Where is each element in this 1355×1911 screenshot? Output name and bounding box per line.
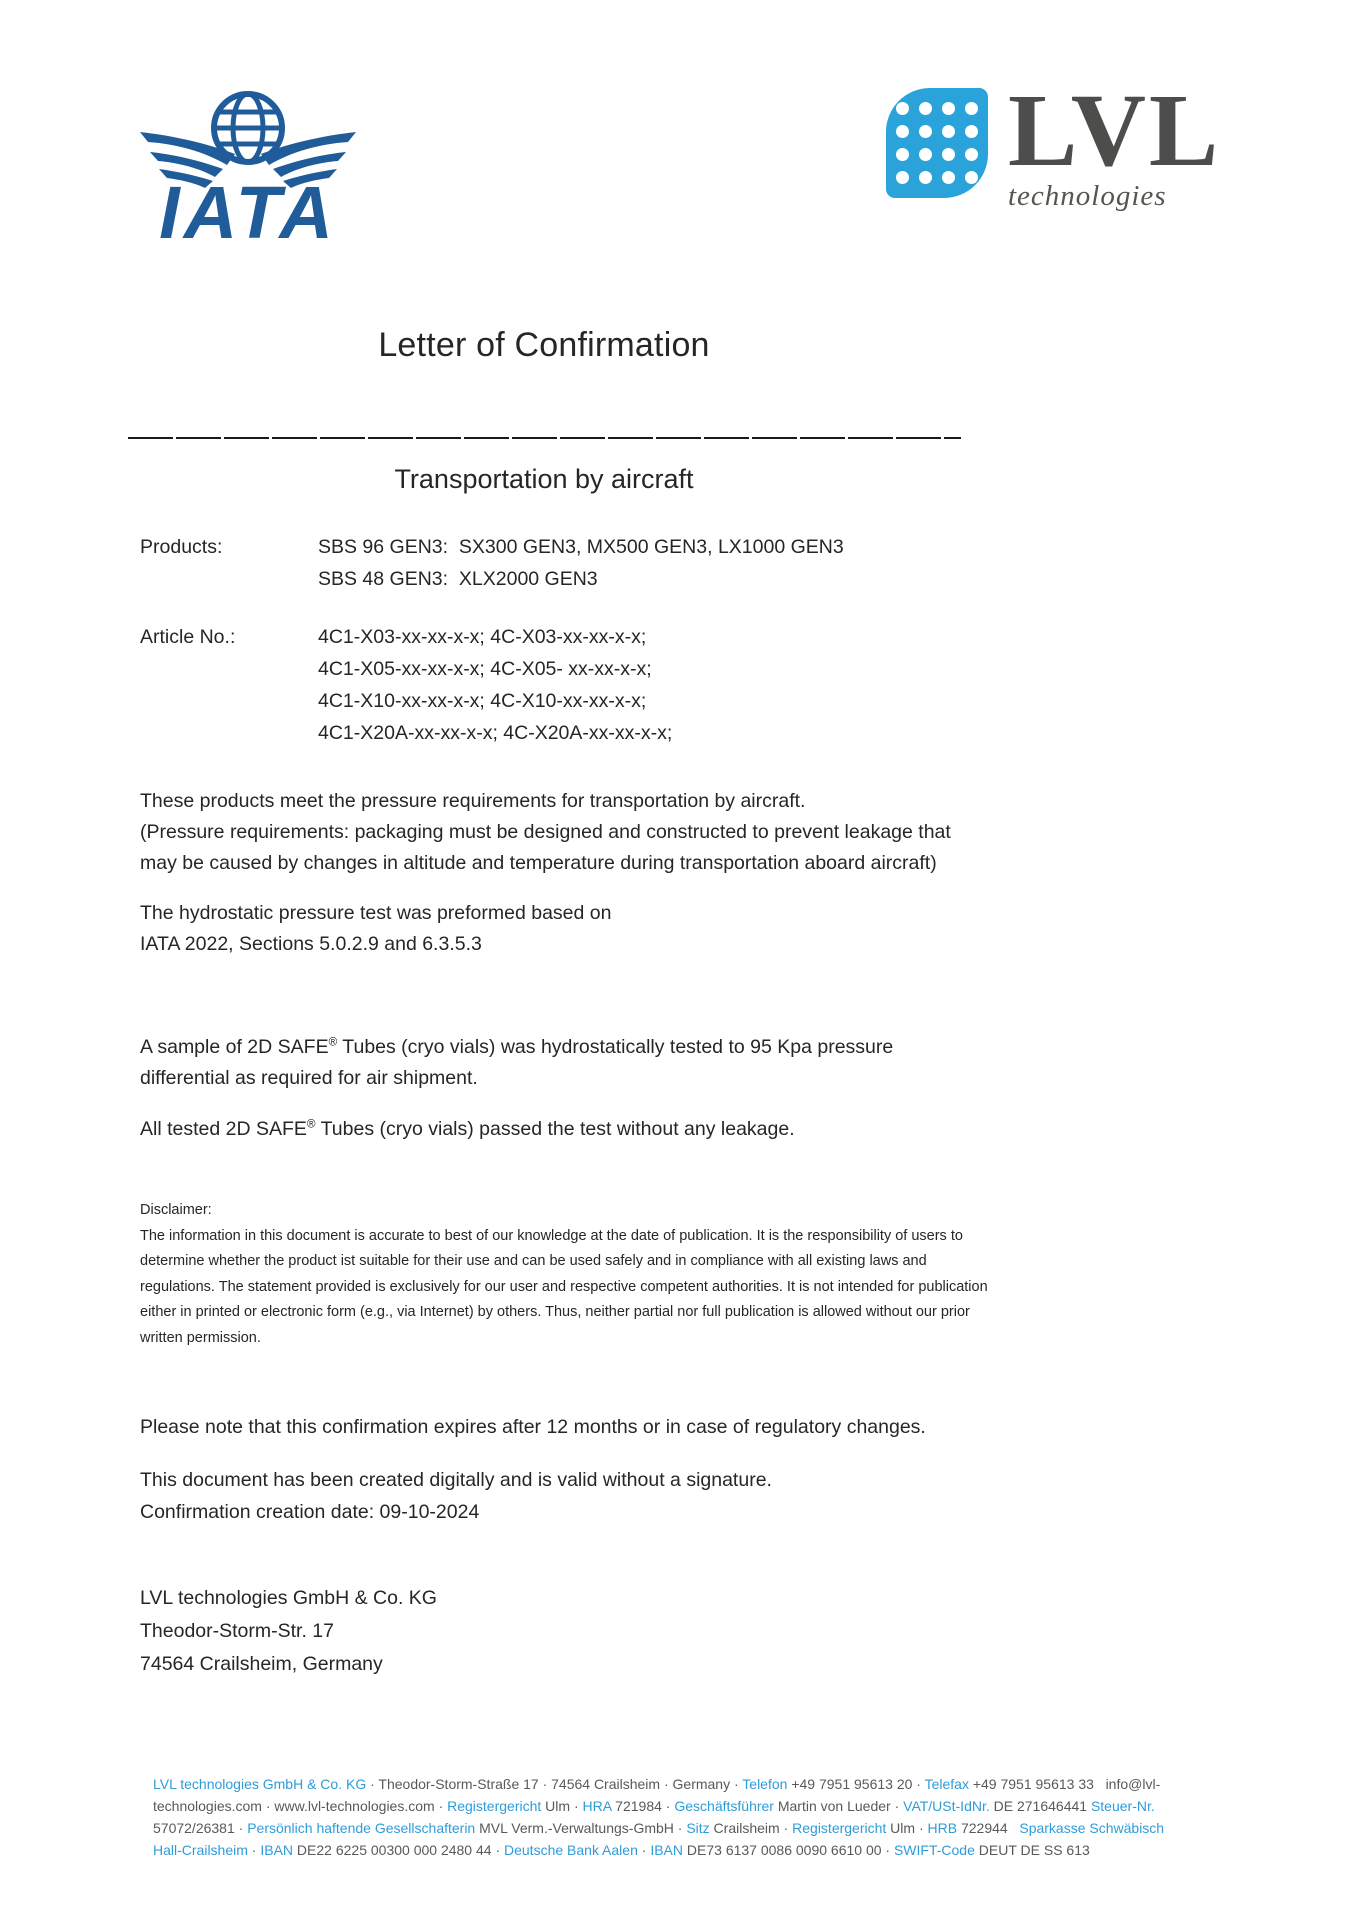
footer-segment: · Theodor-Storm-Straße 17 · 74564 Crailsheim · Germany ·	[366, 1776, 743, 1792]
lvl-wordmark: LVL	[1008, 73, 1222, 188]
iata-logo	[122, 80, 374, 242]
footer-segment: Geschäftsführer	[674, 1798, 774, 1814]
disclaimer-text: The information in this document is accurate to best of our knowledge at the date of publication. It is the responsibility of users to determine whether the product ist suitable for their use and can be used safely and in compliance with all existing laws and regulations. The statement provided is exclusively for our user and respective competent authorities. It is not intended for publication either in printed or electronic form (e.g., via Internet) by others. Thus, neither partial nor full publication is allowed without our prior written permission.	[140, 1227, 988, 1346]
footer-segment: Hall-Crailsheim	[153, 1842, 248, 1858]
footer-segment: Sparkasse Schwäbisch	[1019, 1820, 1165, 1836]
article-label: Article No.:	[140, 626, 236, 648]
lvl-subtitle: technologies	[1008, 180, 1167, 213]
page-title: Letter of Confirmation	[378, 326, 710, 364]
divider-line	[128, 437, 961, 439]
digital-validity-line: This document has been created digitally and is valid without a signature.	[140, 1469, 772, 1491]
address-line: Theodor-Storm-Str. 17	[140, 1620, 334, 1642]
passed-text: All tested 2D SAFE	[140, 1118, 307, 1140]
footer-segment: ·	[637, 1842, 651, 1858]
article-line: 4C1-X05-xx-xx-x-x; 4C-X05- xx-xx-x-x;	[318, 658, 652, 680]
footer-segment: Martin von Lueder ·	[773, 1798, 904, 1814]
pressure-requirements: (Pressure requirements: packaging must be designed and constructed to prevent leakage that may be caused by changes in altitude and temperature during transportation aboard aircraft)	[140, 821, 951, 874]
footer-segment: VAT/USt-IdNr.	[903, 1798, 990, 1814]
footer	[153, 1773, 1164, 1861]
footer-segment: Crailsheim ·	[709, 1820, 793, 1836]
article-line: 4C1-X10-xx-xx-x-x; 4C-X10-xx-xx-x-x;	[318, 690, 647, 712]
footer-segment: Deutsche Bank Aalen	[504, 1842, 638, 1858]
article-line: 4C1-X20A-xx-xx-x-x; 4C-X20A-xx-xx-x-x;	[318, 722, 673, 744]
footer-line	[153, 1773, 1164, 1795]
footer-segment: IBAN	[260, 1842, 294, 1858]
address-line: LVL technologies GmbH & Co. KG	[140, 1587, 437, 1609]
lvl-dots-icon	[896, 102, 978, 184]
validity-note	[140, 1464, 980, 1528]
test-basis-paragraph	[140, 898, 980, 960]
registered-mark: ®	[306, 1117, 316, 1131]
footer-segment: technologies.com · www.lvl-technologies.com ·	[153, 1798, 448, 1814]
footer-segment: +49 7951 95613 20 ·	[787, 1776, 925, 1792]
footer-segment: +49 7951 95613 33 info@lvl-	[968, 1776, 1161, 1792]
footer-segment: HRA	[582, 1798, 612, 1814]
lvl-logo-text	[1008, 73, 1222, 213]
footer-segment: 722944	[957, 1820, 1020, 1836]
products-block	[140, 531, 985, 595]
footer-line	[153, 1795, 1164, 1817]
passed-paragraph	[140, 1114, 980, 1145]
expiry-note: Please note that this confirmation expires after 12 months or in case of regulatory changes.	[140, 1416, 926, 1438]
sample-text: A sample of 2D SAFE	[140, 1036, 329, 1058]
iata-wordmark: IATA	[159, 171, 337, 242]
lvl-logo-mark-icon	[886, 88, 988, 198]
test-basis-line: IATA 2022, Sections 5.0.2.9 and 6.3.5.3	[140, 933, 482, 955]
article-line: 4C1-X03-xx-xx-x-x; 4C-X03-xx-xx-x-x;	[318, 626, 647, 648]
footer-segment: Registergericht	[447, 1798, 542, 1814]
footer-segment: DEUT DE SS 613	[974, 1842, 1090, 1858]
section-heading: Transportation by aircraft	[394, 464, 694, 494]
products-line: SBS 48 GEN3: XLX2000 GEN3	[318, 568, 598, 590]
footer-segment: Ulm ·	[541, 1798, 583, 1814]
products-label: Products:	[140, 536, 223, 558]
footer-line	[153, 1839, 1164, 1861]
products-line: SBS 96 GEN3: SX300 GEN3, MX500 GEN3, LX1000 GEN3	[318, 536, 844, 558]
pressure-paragraph	[140, 786, 980, 879]
address-line: 74564 Crailsheim, Germany	[140, 1653, 383, 1675]
pressure-statement: These products meet the pressure requirements for transportation by aircraft.	[140, 790, 806, 812]
footer-segment: Telefon	[742, 1776, 788, 1792]
footer-segment: Sitz	[686, 1820, 710, 1836]
footer-segment: ·	[247, 1842, 261, 1858]
footer-segment: Steuer-Nr.	[1090, 1798, 1155, 1814]
creation-date-line: Confirmation creation date: 09-10-2024	[140, 1501, 480, 1523]
test-basis-line: The hydrostatic pressure test was preformed based on	[140, 902, 612, 924]
footer-segment: DE 271646441	[989, 1798, 1091, 1814]
disclaimer-block	[140, 1198, 992, 1351]
article-block	[140, 621, 985, 749]
article-values	[318, 621, 985, 749]
passed-text: Tubes (cryo vials) passed the test without any leakage.	[315, 1118, 795, 1140]
sample-paragraph	[140, 1032, 980, 1094]
footer-segment: Persönlich haftende Gesellschafterin	[247, 1820, 476, 1836]
footer-segment: SWIFT-Code	[893, 1842, 975, 1858]
footer-segment: Telefax	[924, 1776, 969, 1792]
disclaimer-label: Disclaimer:	[140, 1202, 212, 1218]
registered-mark: ®	[328, 1035, 338, 1049]
footer-segment: Registergericht	[792, 1820, 887, 1836]
company-address	[140, 1582, 437, 1681]
footer-segment: 57072/26381 ·	[153, 1820, 248, 1836]
footer-segment: HRB	[927, 1820, 958, 1836]
footer-segment: DE73 6137 0086 0090 6610 00 ·	[683, 1842, 894, 1858]
footer-segment: DE22 6225 00300 000 2480 44 ·	[293, 1842, 504, 1858]
sample-text: Tubes (cryo vials) was hydrostatically tested to 95 Kpa pressure differential as required for air shipment.	[140, 1036, 894, 1089]
lvl-logo	[886, 73, 1222, 213]
footer-line	[153, 1817, 1164, 1839]
footer-segment: MVL Verm.-Verwaltungs-GmbH ·	[475, 1820, 687, 1836]
footer-segment: IBAN	[650, 1842, 684, 1858]
products-values	[318, 531, 985, 595]
footer-segment: 721984 ·	[611, 1798, 675, 1814]
footer-segment: LVL technologies GmbH & Co. KG	[153, 1776, 367, 1792]
footer-segment: Ulm ·	[886, 1820, 928, 1836]
